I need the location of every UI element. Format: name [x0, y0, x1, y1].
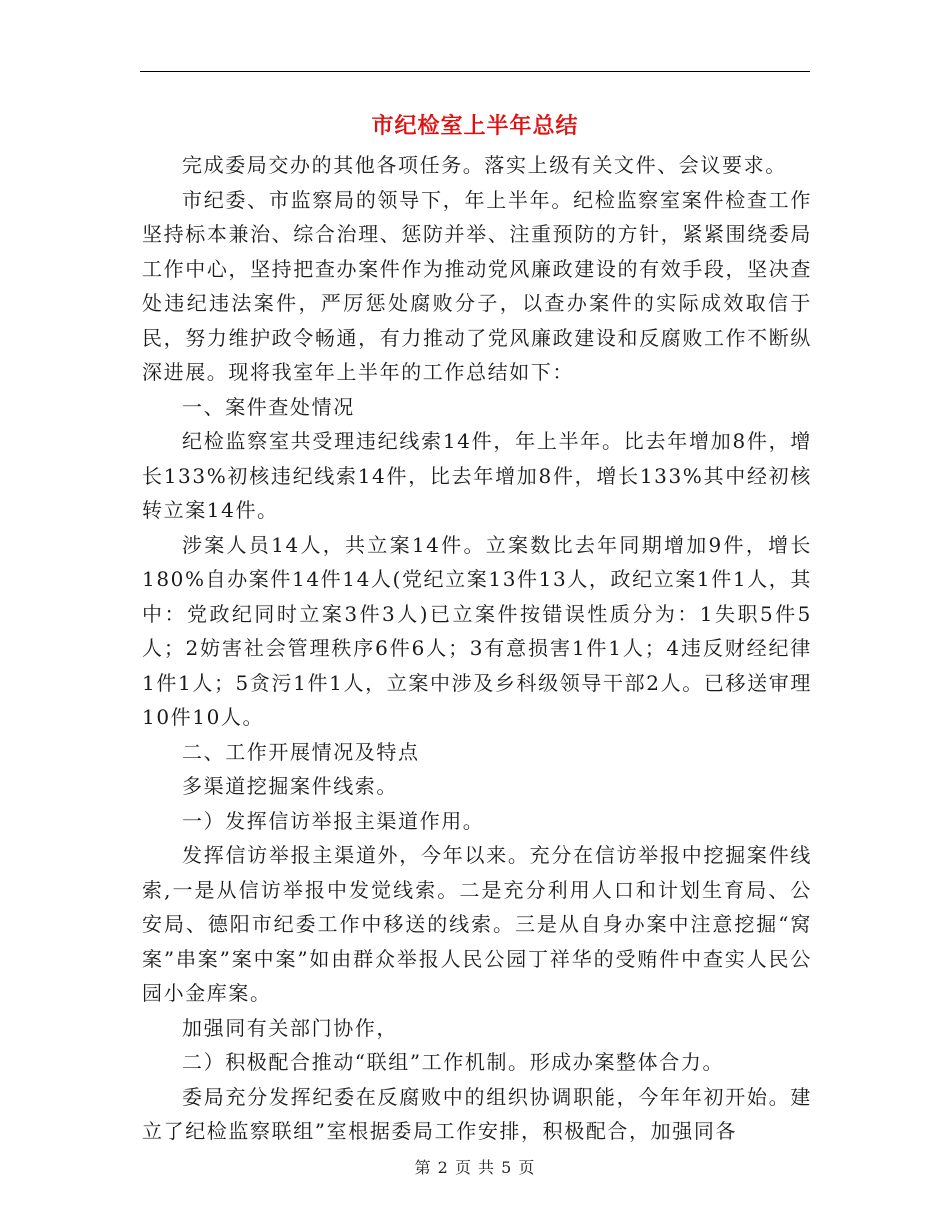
paragraph: 纪检监察室共受理违纪线索14件，年上半年。比去年增加8件，增长133%初核违纪线索14件，比去年增加8件，增长133%其中经初核转立案14件。 — [142, 429, 812, 522]
subsection-heading: 二）积极配合推动“联组”工作机制。形成办案整体合力。 — [182, 1050, 725, 1074]
paragraph: 多渠道挖掘案件线索。 — [182, 774, 398, 798]
section-heading: 二、工作开展情况及特点 — [182, 739, 420, 764]
page-footer: 第 2 页 共 5 页 — [414, 1158, 536, 1177]
paragraph: 加强同有关部门协作， — [182, 1015, 398, 1040]
header-rule — [140, 71, 810, 72]
document-body — [142, 148, 812, 1149]
paragraph: 完成委局交办的其他各项任务。落实上级有关文件、会议要求。 — [182, 153, 787, 177]
paragraph: 市纪委、市监察局的领导下，年上半年。纪检监察室案件检查工作坚持标本兼治、综合治理、惩防并举、注重预防的方针，紧紧围绕委局工作中心，坚持把查办案件作为推动党风廉政建设的有效手段，坚决查处违纪违法案件，严厉惩处腐败分子，以查办案件的实际成效取信于民，努力维护政令畅通，有力推动了党风廉政建设和反腐败工作不断纵深进展。现将我室年上半年的工作总结如下： — [142, 187, 812, 384]
paragraph: 委局充分发挥纪委在反腐败中的组织协调职能，今年年初开始。建立了纪检监察联组”室根据委局工作安排，积极配合，加强同各 — [142, 1084, 812, 1143]
paragraph: 发挥信访举报主渠道外，今年以来。充分在信访举报中挖掘案件线索,一是从信访举报中发觉线索。二是充分利用人口和计划生育局、公安局、德阳市纪委工作中移送的线索。三是从自身办案中注意挖掘“窝案”串案”案中案”如由群众举报人民公园丁祥华的受贿件中查实人民公园小金库案。 — [142, 843, 812, 1005]
paragraph: 涉案人员14人，共立案14件。立案数比去年同期增加9件，增长180%自办案件14件14人(党纪立案13件13人，政纪立案1件1人，其中：党政纪同时立案3件3人)已立案件按错误性质分为：1失职5件5人；2妨害社会管理秩序6件6人；3有意损害1件1人；4违反财经纪律1件1人；5贪污1件1人，立案中涉及乡科级领导干部2人。已移送审理10件10人。 — [142, 532, 812, 729]
document-title: 市纪检室上半年总结 — [371, 113, 579, 139]
section-heading: 一、案件查处情况 — [182, 394, 355, 419]
subsection-heading: 一）发挥信访举报主渠道作用。 — [182, 808, 485, 833]
